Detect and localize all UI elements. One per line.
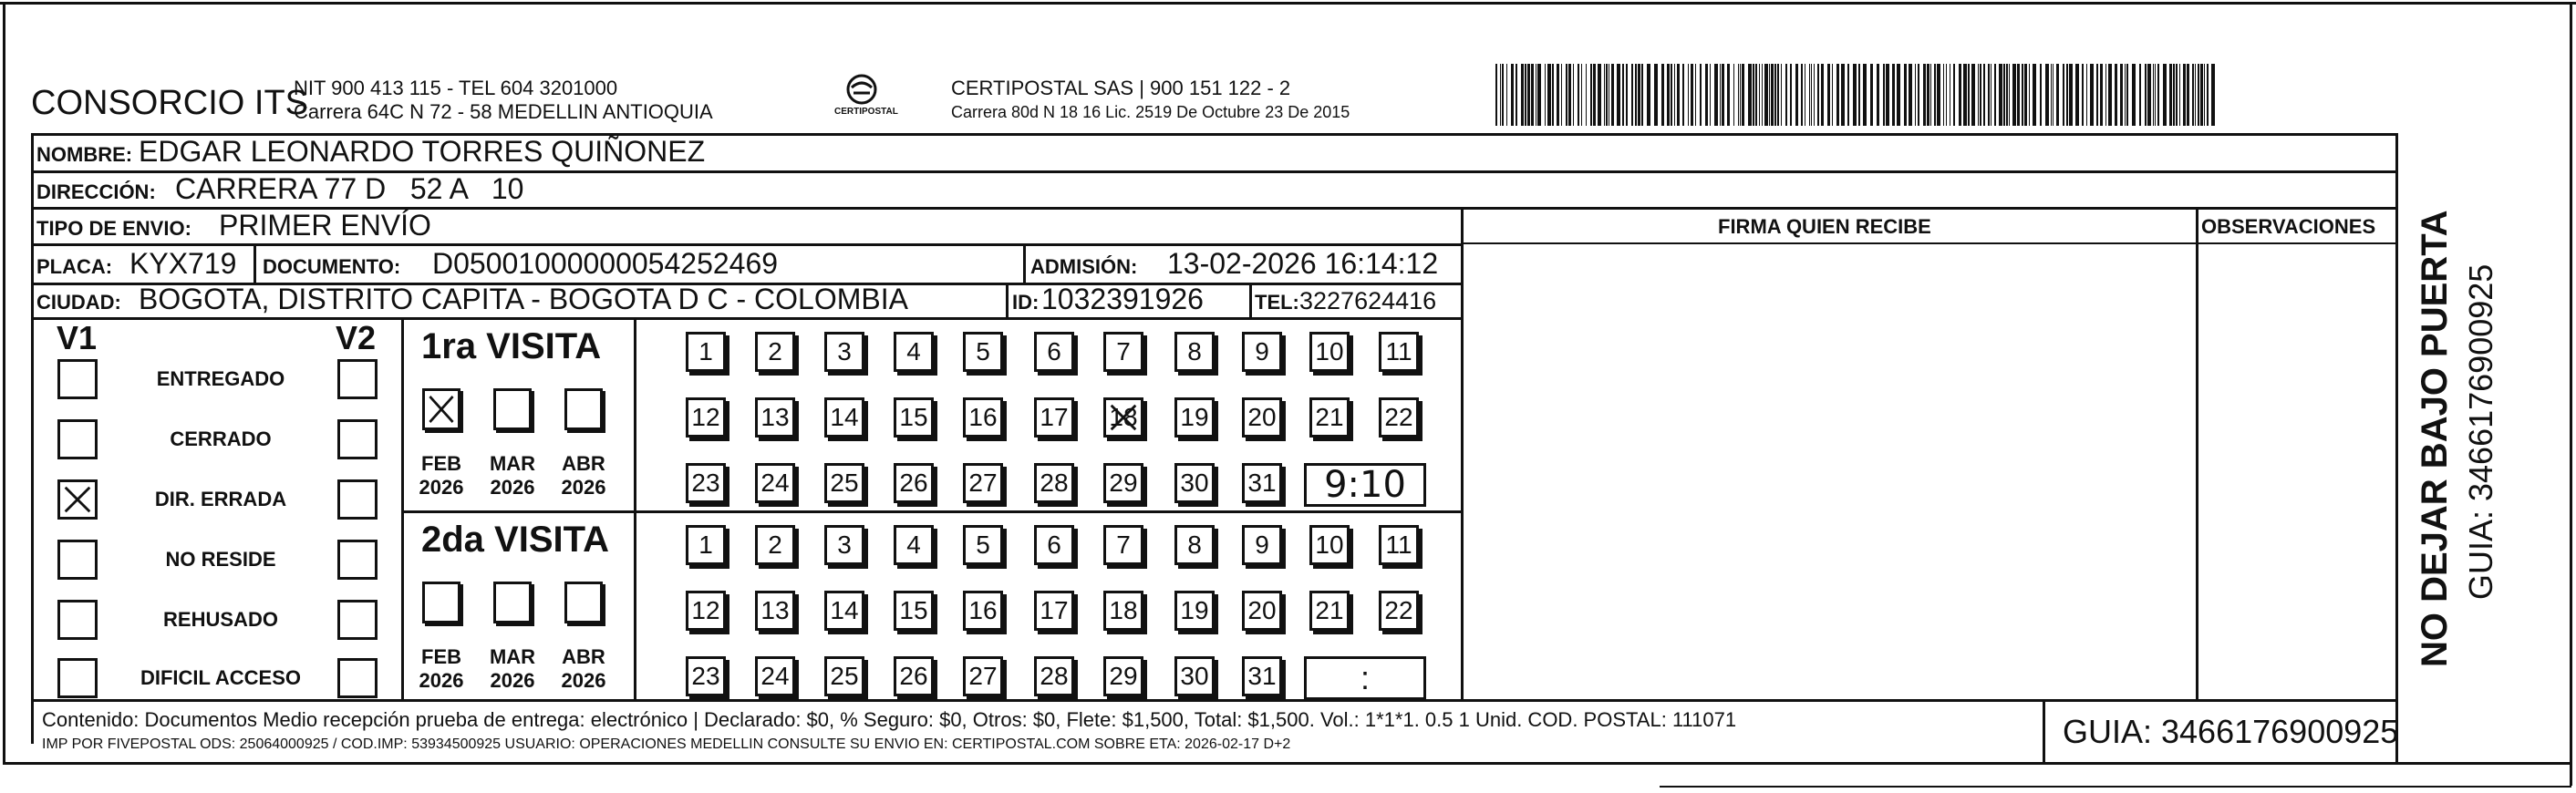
day-number: 25 [830,662,859,690]
day-box[interactable] [894,332,934,372]
month-checkbox[interactable] [564,582,603,623]
day-number: 30 [1180,469,1209,497]
month-checkbox[interactable] [493,582,532,623]
day-box[interactable] [894,397,934,438]
day-number: 2 [768,337,782,366]
day-box[interactable] [824,463,864,503]
day-number: 26 [899,469,928,497]
ciudad-value: BOGOTA, DISTRITO CAPITA - BOGOTA D C - COLOMBIA [139,283,908,315]
month-checkbox[interactable] [422,582,460,623]
day-box[interactable] [963,463,1003,503]
day-number: 17 [1040,403,1069,431]
day-box[interactable] [755,591,795,631]
day-number: 3 [837,337,852,366]
bottom-border [3,762,2570,765]
day-number: 3 [837,530,852,559]
day-box[interactable] [755,397,795,438]
day-box[interactable] [824,525,864,565]
status-label: DIFICIL ACCESO [140,666,301,689]
placa-value: KYX719 [129,247,237,280]
left-border [3,2,5,764]
day-box[interactable] [1242,463,1282,503]
day-number: 11 [1385,530,1412,559]
day-box[interactable] [755,463,795,503]
v2-checkbox[interactable] [337,658,378,698]
day-box[interactable] [1103,656,1143,696]
day-box[interactable] [1309,591,1350,631]
day-number: 5 [976,337,990,366]
day-box[interactable] [1379,332,1419,372]
day-number: 18 [1109,596,1138,624]
logo-text: CERTIPOSTAL [834,107,898,117]
day-box[interactable] [1242,332,1282,372]
day-box[interactable] [1379,397,1419,438]
day-number: 31 [1247,662,1277,690]
day-box[interactable] [1034,656,1074,696]
status-label: CERRADO [170,427,272,450]
day-box[interactable] [1034,397,1074,438]
row-line-5 [31,317,1463,320]
day-number: 12 [691,403,720,431]
status-label: DIR. ERRADA [154,488,287,510]
tel-label: TEL: [1255,291,1299,314]
day-box[interactable] [1034,591,1074,631]
v1-checkbox[interactable] [57,658,98,698]
time-box[interactable] [1304,656,1426,700]
contenido-line: Contenido: Documentos Medio recepción prueba de entrega: electrónico | Declarado: $0, % Seguro: $0, Otros: $0, Flete: $1,500, Total: $1,500. Vol.: 1*1*1. 0.5 1 Unid. COD. POSTAL: 111071 [42,708,1737,731]
v1-label: V1 [57,319,98,356]
day-number: 2 [768,530,782,559]
side-guia: GUIA: 3466176900925 [2462,263,2499,600]
day-number: 7 [1116,337,1131,366]
day-box[interactable] [686,463,726,503]
direccion-label: DIRECCIÓN: [36,180,156,203]
documento-label: DOCUMENTO: [263,255,401,278]
top-border [0,2,2576,5]
id-divider [1006,283,1009,317]
month-label: FEB 2026 [419,645,464,692]
month-checkbox[interactable] [493,388,532,430]
day-box[interactable] [1034,332,1074,372]
day-box[interactable] [1103,397,1143,438]
admision-label: ADMISIÓN: [1030,255,1138,278]
day-number: 13 [760,403,790,431]
day-number: 1 [698,337,713,366]
bottom-tear-line [1660,786,2571,788]
day-box[interactable] [963,332,1003,372]
month-label: FEB 2026 [419,452,464,499]
day-box[interactable] [1174,525,1215,565]
status-label: NO RESIDE [165,548,276,571]
day-number: 6 [1047,337,1061,366]
day-number: 10 [1315,337,1344,366]
placa-divider [253,243,256,283]
v2-label: V2 [336,319,377,356]
ciudad-label: CIUDAD: [36,291,121,314]
status-label: ENTREGADO [156,367,285,390]
row-line-3 [31,243,1463,246]
day-box[interactable] [1103,591,1143,631]
v1-checkbox[interactable] [57,600,98,640]
day-box[interactable] [963,525,1003,565]
admision-divider [1023,243,1026,283]
day-box[interactable] [1103,463,1143,503]
day-number: 16 [968,596,998,624]
firma-header: FIRMA QUIEN RECIBE [1718,215,1931,238]
day-box[interactable] [1242,525,1282,565]
day-box[interactable] [1174,591,1215,631]
day-number: 31 [1247,469,1277,497]
time-value: 9:10 [1324,464,1406,506]
nombre-value: EDGAR LEONARDO TORRES QUIÑONEZ [139,135,706,168]
day-box[interactable] [1379,591,1419,631]
day-number: 20 [1247,596,1277,624]
v2-checkbox[interactable] [337,540,378,580]
placa-label: PLACA: [36,255,113,278]
day-number: 27 [968,662,998,690]
day-number: 21 [1315,403,1344,431]
day-box[interactable] [1242,591,1282,631]
day-number: 4 [906,337,921,366]
day-box[interactable] [1034,525,1074,565]
v1-checkbox[interactable] [57,359,98,399]
v2-checkbox[interactable] [337,600,378,640]
nit-line: NIT 900 413 115 - TEL 604 3201000 [294,77,618,99]
no-dejar-warning: NO DEJAR BAJO PUERTA [2415,210,2455,667]
day-box[interactable] [1242,656,1282,696]
day-box[interactable] [686,525,726,565]
courier-line: CERTIPOSTAL SAS | 900 151 122 - 2 [951,77,1291,99]
tel-value: 3227624416 [1299,287,1437,314]
visit-divider [401,510,1463,513]
day-number: 28 [1040,469,1069,497]
day-number: 14 [830,403,859,431]
v1-checkbox[interactable] [57,419,98,459]
footer-guia: GUIA: 3466176900925 [2063,713,2399,750]
day-number: 15 [899,596,928,624]
table-left-line [31,133,34,744]
month-label: MAR 2026 [489,452,536,499]
day-number: 19 [1180,403,1209,431]
day-box[interactable] [963,656,1003,696]
day-box[interactable] [894,591,934,631]
day-number: 12 [691,596,720,624]
day-number: 22 [1384,403,1413,431]
day-number: 29 [1109,662,1138,690]
day-box[interactable] [755,332,795,372]
status-label: REHUSADO [163,608,278,631]
day-number: 11 [1385,337,1412,366]
second-visit-title: 2da VISITA [421,520,609,560]
firma-left-line [1461,207,1464,701]
day-number: 30 [1180,662,1209,690]
day-number: 28 [1040,662,1069,690]
barcode [1495,64,2225,126]
table-right-line [2395,133,2398,764]
day-number: 18 [1109,403,1138,431]
day-number: 27 [968,469,998,497]
nombre-label: NOMBRE: [36,143,133,166]
day-number: 9 [1255,530,1269,559]
day-box[interactable] [824,397,864,438]
day-number: 26 [899,662,928,690]
time-value: : [1360,659,1370,696]
day-box[interactable] [1103,525,1143,565]
direccion-value: CARRERA 77 D 52 A 10 [175,172,524,205]
month-checkbox[interactable] [564,388,603,430]
day-box[interactable] [824,591,864,631]
v2-checkbox[interactable] [337,359,378,399]
id-value: 1032391926 [1041,283,1204,315]
observaciones-header: OBSERVACIONES [2201,215,2376,238]
address-line: Carrera 64C N 72 - 58 MEDELLIN ANTIOQUIA [294,100,713,123]
day-box[interactable] [963,591,1003,631]
month-checkbox[interactable] [422,388,460,430]
day-number: 22 [1384,596,1413,624]
day-box[interactable] [963,397,1003,438]
tel-divider [1249,283,1252,317]
guia-box-line [2043,699,2045,763]
day-box[interactable] [686,656,726,696]
day-box[interactable] [1174,332,1215,372]
day-box[interactable] [686,332,726,372]
day-box[interactable] [1242,397,1282,438]
day-number: 23 [691,662,720,690]
imp-line: IMP POR FIVEPOSTAL ODS: 25064000925 / COD.IMP: 53934500925 USUARIO: OPERACIONES MEDELLIN CONSULTE SU ENVIO EN: CERTIPOSTAL.COM SOBRE ETA: 2026-02-17 D+2 [42,736,1291,752]
month-label: ABR 2026 [561,452,606,499]
day-box[interactable] [894,463,934,503]
day-box[interactable] [755,525,795,565]
courier-address: Carrera 80d N 18 16 Lic. 2519 De Octubre 23 De 2015 [951,103,1350,121]
v1-checkbox[interactable] [57,540,98,580]
day-number: 25 [830,469,859,497]
day-number: 29 [1109,469,1138,497]
month-label: MAR 2026 [489,645,536,692]
day-box[interactable] [755,656,795,696]
day-number: 7 [1116,530,1131,559]
day-number: 23 [691,469,720,497]
documento-value: D05001000000054252469 [432,247,779,280]
day-box[interactable] [1309,397,1350,438]
company-name: CONSORCIO ITS [31,84,309,122]
day-number: 8 [1187,530,1202,559]
v2-checkbox[interactable] [337,419,378,459]
firma-header-line [1461,242,2396,244]
day-number: 8 [1187,337,1202,366]
day-number: 16 [968,403,998,431]
months-right-line [634,317,636,701]
day-box[interactable] [686,397,726,438]
day-number: 20 [1247,403,1277,431]
day-number: 24 [760,662,790,690]
day-box[interactable] [1174,656,1215,696]
day-number: 13 [760,596,790,624]
day-number: 10 [1315,530,1344,559]
day-number: 9 [1255,337,1269,366]
day-box[interactable] [1103,332,1143,372]
tipo-value: PRIMER ENVÍO [219,209,431,242]
day-box[interactable] [1309,525,1350,565]
day-box[interactable] [824,332,864,372]
day-number: 19 [1180,596,1209,624]
day-number: 21 [1315,596,1344,624]
day-box[interactable] [1174,397,1215,438]
day-box[interactable] [686,591,726,631]
day-number: 17 [1040,596,1069,624]
day-number: 5 [976,530,990,559]
day-number: 4 [906,530,921,559]
day-box[interactable] [1174,463,1215,503]
day-number: 6 [1047,530,1061,559]
first-visit-title: 1ra VISITA [421,326,602,366]
id-label: ID: [1012,291,1040,314]
right-border [2570,2,2572,786]
day-box[interactable] [894,656,934,696]
tipo-label: TIPO DE ENVIO: [36,217,191,240]
day-box[interactable] [824,656,864,696]
day-number: 15 [899,403,928,431]
admision-value: 13-02-2026 16:14:12 [1167,247,1439,280]
obs-left-line [2196,207,2198,701]
day-number: 24 [760,469,790,497]
day-box[interactable] [894,525,934,565]
day-number: 1 [698,530,713,559]
time-box[interactable] [1304,463,1426,507]
v1-checkbox[interactable] [57,479,98,520]
month-label: ABR 2026 [561,645,606,692]
v2-checkbox[interactable] [337,479,378,520]
day-box[interactable] [1379,525,1419,565]
status-right-line [401,317,404,701]
day-number: 14 [830,596,859,624]
day-box[interactable] [1309,332,1350,372]
day-box[interactable] [1034,463,1074,503]
